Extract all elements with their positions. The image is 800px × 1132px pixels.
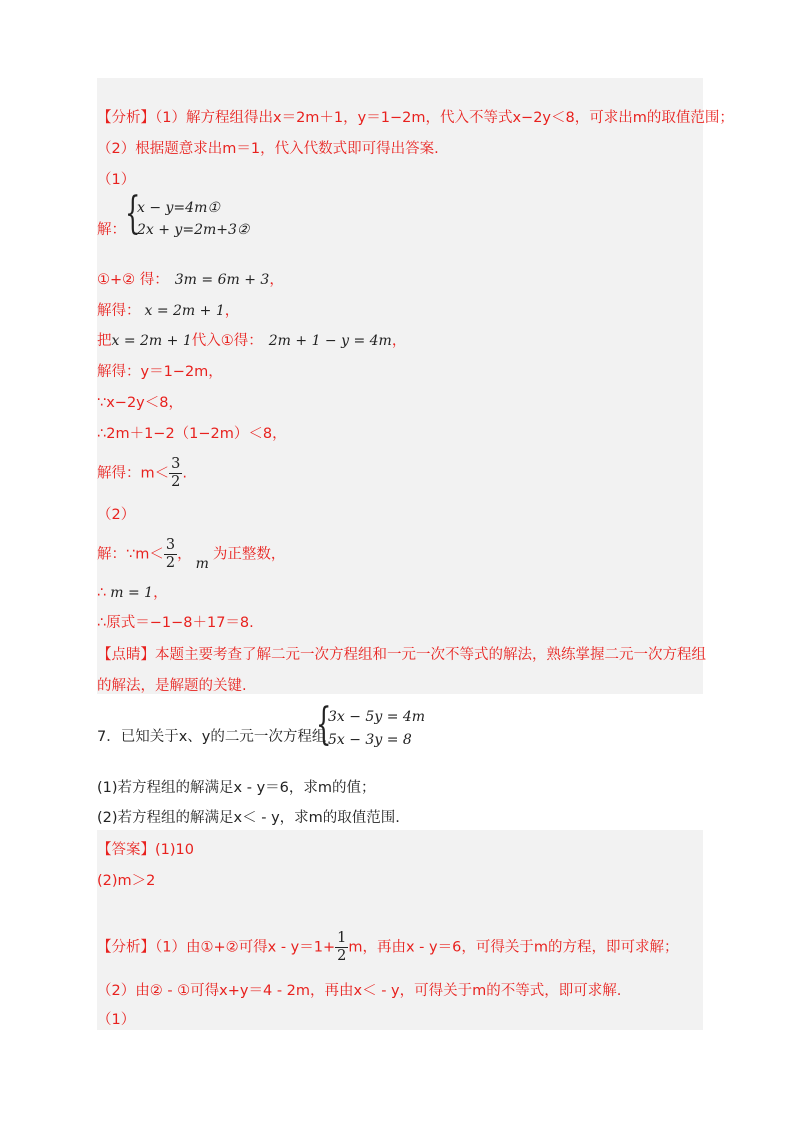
q7-sub2: (2)若方程组的解满足x＜ - y，求m的取值范围. (97, 810, 400, 826)
q7-stem: 7．已知关于x、y的二元一次方程组 (97, 729, 327, 745)
analysis-line-2: （2）根据题意求出m＝1，代入代数式即可得出答案. (97, 141, 439, 157)
fraction-three-halves-2: $\frac{3}{2}$ (165, 537, 176, 571)
part2-line-3: ∴原式＝−1−8＋17＝8. (97, 615, 254, 631)
part2-line-2: ∴ m = 1， (97, 585, 168, 601)
step-5: ∵x−2y＜8， (97, 395, 183, 411)
q7-eq2: 5x − 3y = 8 (328, 732, 412, 748)
step-4: 解得：y＝1−2m， (97, 364, 223, 380)
part2-line-1: 解：∵m＜ $\frac{3}{2}$ ，m为正整数， (97, 537, 286, 572)
system-eq2: 2x + y=2m+3② (137, 222, 250, 238)
part2-label: （2） (97, 507, 136, 523)
q7-analysis-1: 【分析】（1）由①+②可得x - y＝1+ $\frac{1}{2}$ m，再由x - y＝6，可得关于m的方程，即可求解； (97, 930, 679, 964)
part1-label: （1） (97, 172, 136, 188)
fraction-three-halves: $\frac{3}{2}$ (171, 456, 181, 490)
step-6: ∴2m＋1−2（1−2m）＜8， (97, 426, 287, 442)
q7-sub1: (1)若方程组的解满足x - y＝6，求m的值； (97, 780, 376, 796)
step-7: 解得：m＜ $\frac{3}{2}$ . (97, 456, 187, 490)
step-2: 解得： x = 2m + 1， (97, 303, 240, 319)
q7-eq1: 3x − 5y = 4m (328, 709, 426, 725)
solution-band-q6 (97, 78, 703, 694)
system-brace: { (125, 188, 141, 239)
solution-prefix: 解： (97, 222, 126, 238)
comment-label: 【点睛】 (97, 647, 155, 663)
comment-line-1: 【点睛】本题主要考查了解二元一次方程组和一元一次不等式的解法，熟练掌握二元一次方程组 (97, 647, 706, 663)
q7-analysis-label: 【分析】 (97, 939, 155, 956)
analysis-line-1: 【分析】（1）解方程组得出x＝2m＋1，y＝1−2m，代入不等式x−2y＜8，可求出m的取值范围； (97, 110, 734, 126)
q7-answer-2: (2)m＞2 (97, 873, 156, 889)
fraction-one-half: $\frac{1}{2}$ (337, 930, 347, 964)
q7-analysis-2: （2）由② - ①可得x+y＝4 - 2m，再由x＜ - y，可得关于m的不等式，即可求解. (97, 983, 622, 999)
q7-answer-label: 【答案】 (97, 842, 155, 858)
step-3: 把x = 2m + 1代入①得： 2m + 1 − y = 4m， (97, 333, 407, 349)
q7-system-brace: { (316, 699, 332, 750)
q7-part1-label: （1） (97, 1012, 136, 1028)
q7-answer-1: 【答案】(1)10 (97, 842, 194, 858)
step-1: ①+② 得： 3m = 6m + 3， (97, 272, 284, 288)
system-eq1: x − y=4m① (137, 200, 220, 216)
analysis-label: 【分析】 (97, 110, 155, 126)
comment-line-2: 的解法，是解题的关键. (97, 678, 247, 694)
